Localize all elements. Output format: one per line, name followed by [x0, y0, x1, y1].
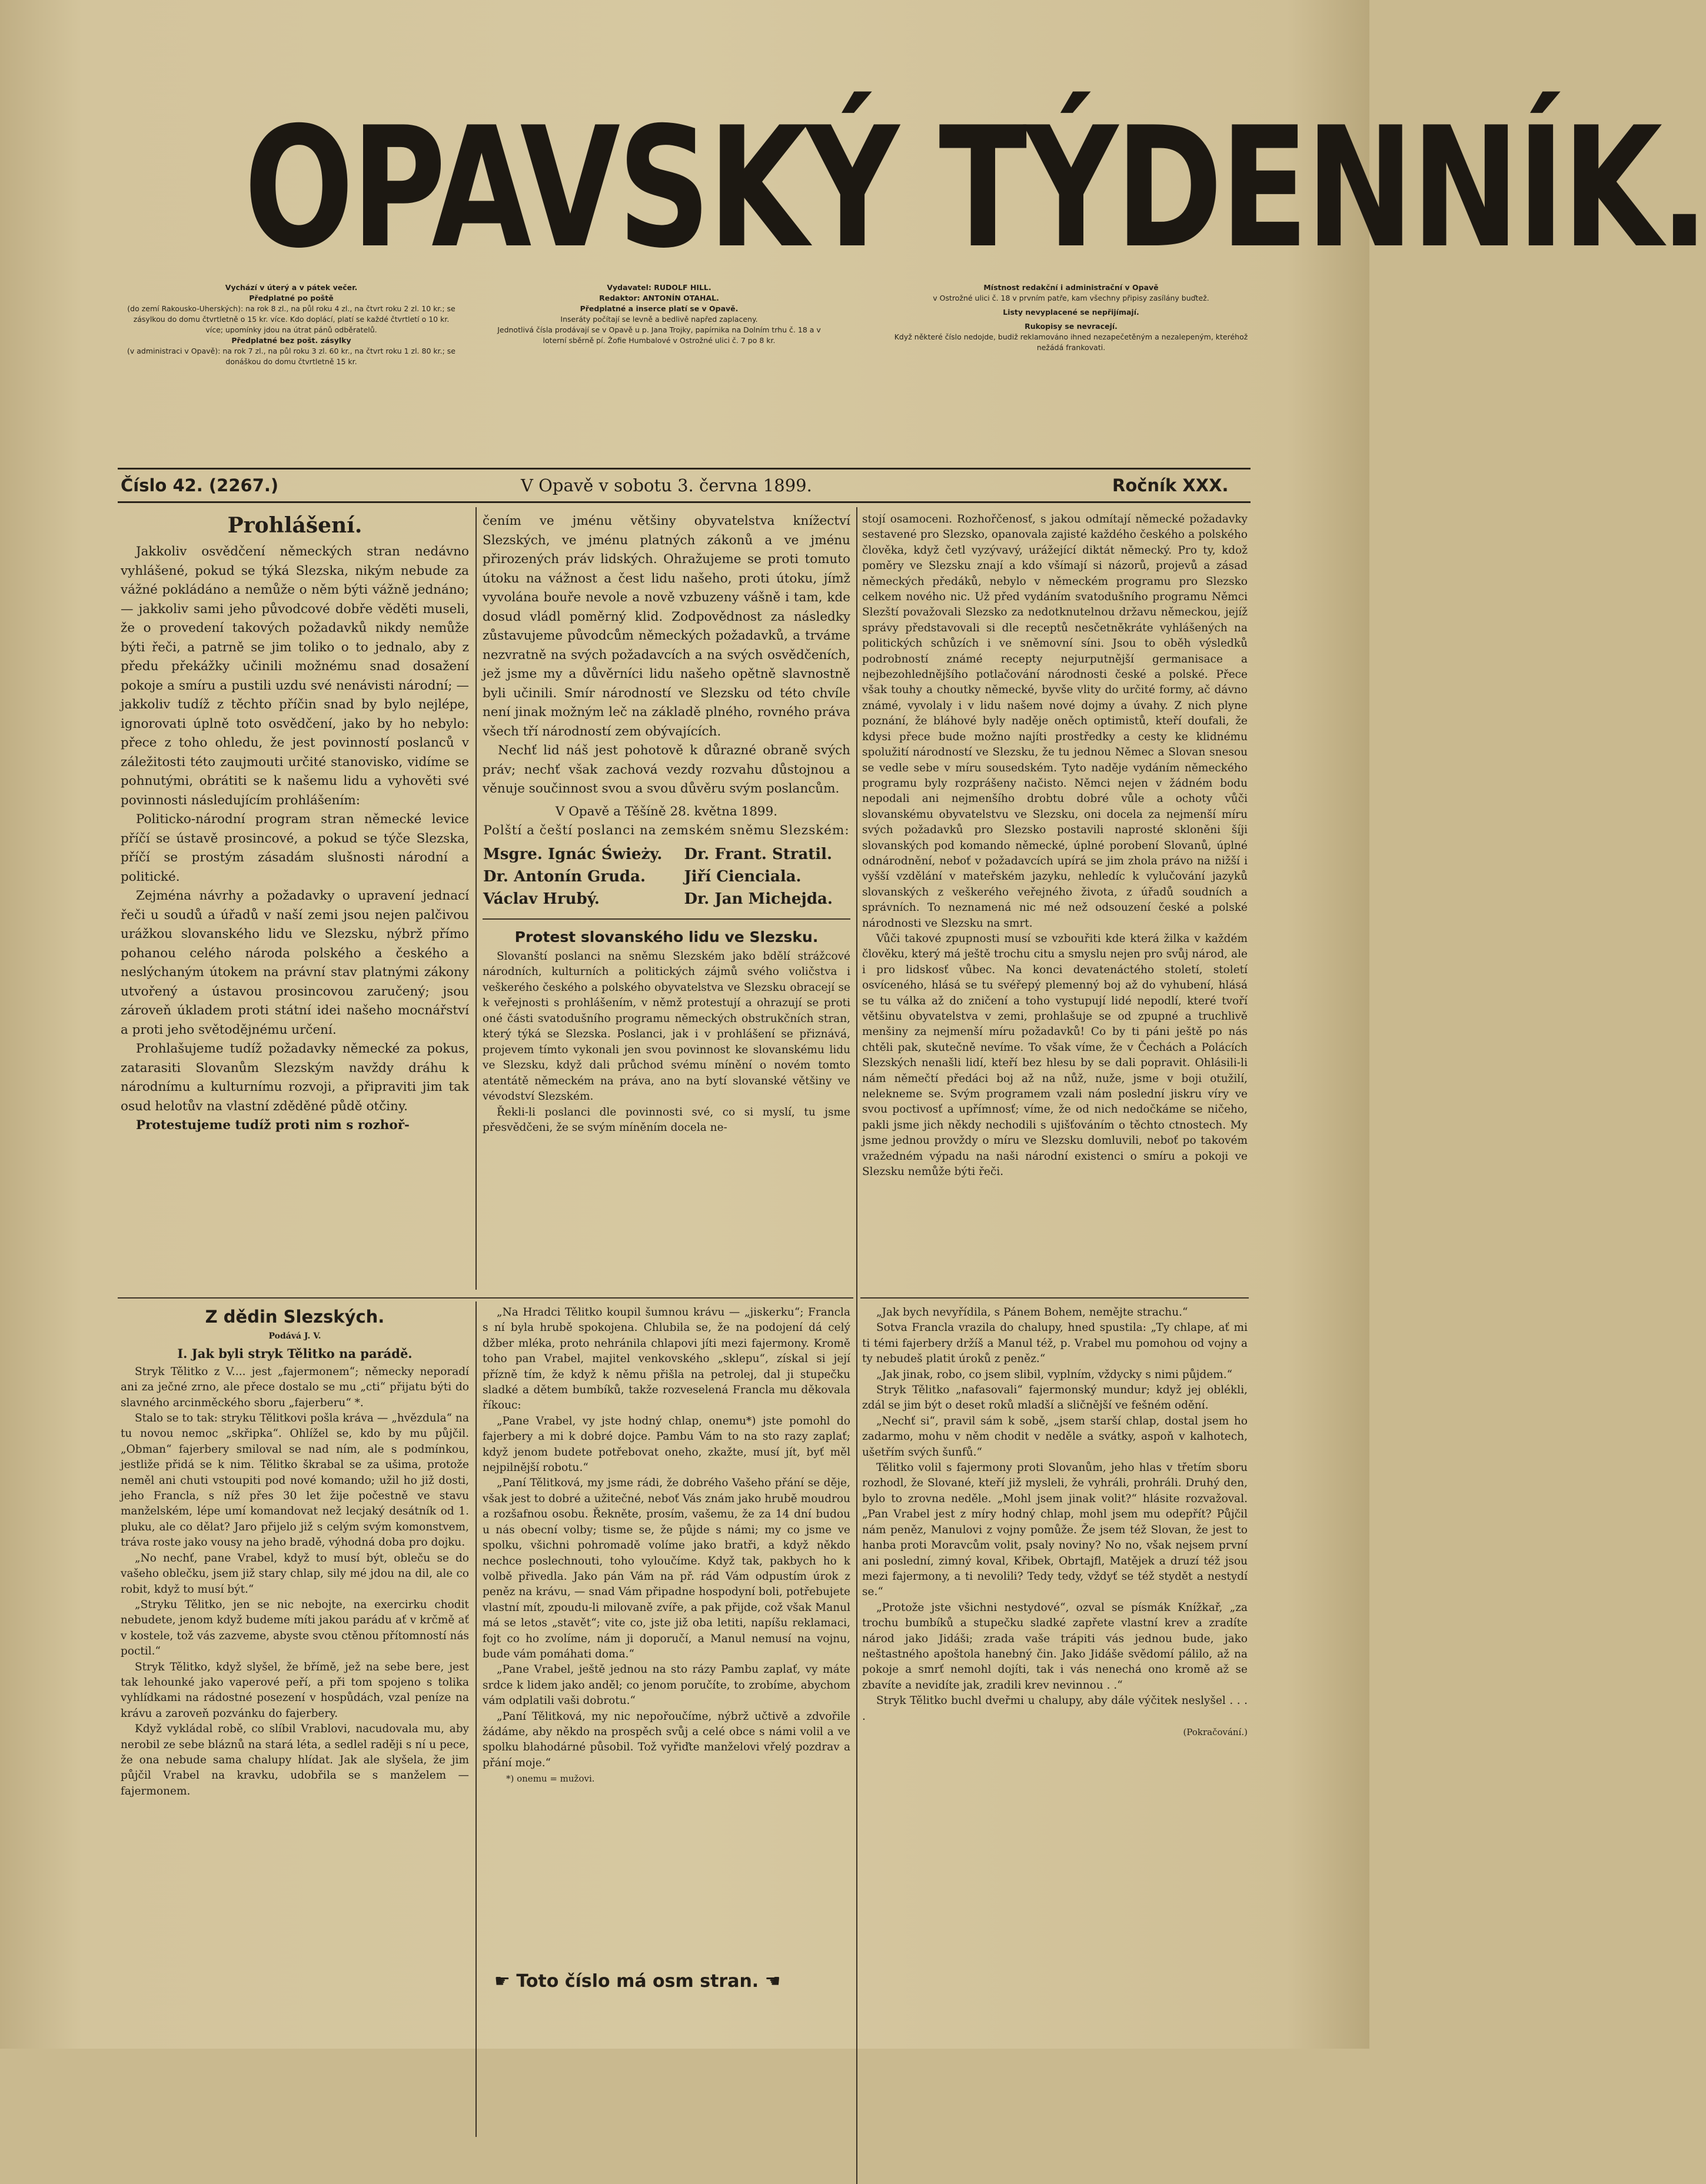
paragraph: Když vykládal robě, co slíbil Vrablovi, nacudovala mu, aby nerobil ze sebe bláznů na stará léta, a sedlel raději s ní u pece, že ona nebude sama chalupy hlídat. Jak ale slyšela, že jim půjčil Vrabel na kravku, udobřila se s manželem — fajermonem. — [121, 1723, 469, 1797]
paragraph: Stalo se to tak: stryku Tělitkovi pošla kráva — „hvězdula“ na tu novou nemoc „skřipka“. Ohlížel se, kdo by mu půjčil. „Obman“ fajerbery smiloval se nad ním, ale s podmínkou, jestliže přidá se k nim. Tělitko škrabal se za ušima, protože neměl ani chuti vstoupiti pod nové komando; užil ho již dosti, jeho Francla, s níž přes 30 let žije počestně ve stavu manželském, lépe umí komandovat než lecjaký desátník od 1. pluku, ale co dělat? Jaro přijelo již s celým svým komonstvem, tráva roste jako vousy na jeho bradě, výhodná doba pro dojku. — [121, 1412, 469, 1549]
subscription-local-text: (v administraci v Opavě): na rok 7 zl., na půl roku 3 zl. 60 kr., na čtvrt roku 1 zl. 80 kr.; se donáškou do domu čtvrtletně 15 kr. — [127, 347, 455, 366]
paragraph: „Jak jinak, robo, co jsem slibil, vyplním, vždycky s nimi půjdem.“ — [876, 1368, 1233, 1381]
paragraph: Nechť lid náš jest pohotově k důrazné obraně svých práv; nechť však zachová vezdy rozvahu důstojnou a věnuje součinnost svou a svou důvěru svým poslancům. — [483, 743, 850, 796]
article-title-protest: Protest slovanského lidu ve Slezsku. — [514, 928, 819, 945]
issue-number: Číslo 42. (2267.) — [121, 475, 279, 495]
header-left-block — [127, 282, 456, 367]
paragraph: Tělitko volil s fajermony proti Slovanům, jeho hlas v třetím sboru rozhodl, že Slované, kteří již mysleli, že vyhráli, prohráli. Druhý den, bylo to zrovna neděle. „Mohl jsem jinak volit?“ hlásite rozvažoval. „Pan Vrabel jest z míry hodný chlap, mohl jsem mu odepřít? Půjčil nám peněz, Manulovi z vojny pomůže. Že jsem též Slovan, že jest to hanba proti Moravcům volit, psaly noviny? No no, však nejsem první ani poslední, zimný koval, Křibek, Obrtajfl, Matějek a druzí též jsou mezi fajermony, a ti nevolili? Tedy tedy, vždyť se též stydět a nestydí se.“ — [862, 1461, 1248, 1599]
paragraph: Vůči takové zpupnosti musí se vzbouřiti kde která žilka v každém člověku, který má ještě trochu citu a smyslu nejen pro svůj národ, ale i pro lidskosť vůbec. Na konci devatenáctého století, století osvíceného, hlásá se tu svéřepý plemenný boj až do vyhubení, hlásá se tu válka až do zničení a toho vystupují lidé nepodlí, které tvoří většinu obyvatelstva v zemi, prohlašuje se od zpupné a truchlivě menšiny za nejmenší míru požadavků! Co by ti páni ještě po nás chtěli pak, skutečně nevíme. To však víme, že v Čechách a Polácích Slezských nenašli lidí, kteří bez hlesu by se dali popravit. Ohlásili-li nám němečtí předáci boj až na nůž, nuže, jsme v boji otužilí, nelekneme se. Svým programem vzali nám poslední jiskru víry ve svou poctivosť a upřímnosť; víme, že od nich nedočkáme se ničeho, pakli jsme jich někdy nechodili s ujišťováním o těchto ctnostech. My jsme jednou provždy o míru ve Slezsku domluvili, neboť po takovém vražedném výpadu na naši národní existenci o smíru a pokoji ve Slezsku nemůže býti řeči. — [862, 932, 1248, 1178]
column-2 — [483, 512, 850, 1136]
paragraph: „Protože jste všichni nestydové“, ozval se písmák Knížkař, „za trochu bumbíků a stupečku sladké zapřete vlastní krev a zradíte národ jako Jidáši; zrada vaše trápiti vás jednou bude, jako neštastného apoštola hanebný čin. Jako Jidáše svědomí pálilo, až na pokoje a smrť nemohl dojíti, tak i vás nenechá ono kromě až se zbavíte a nevidíte jak, zradili krev nevinnou . .“ — [862, 1601, 1248, 1692]
story-author: Podává J. V. — [268, 1331, 321, 1341]
paragraph: „No nechť, pane Vrabel, když to musí být, obleču se do vašeho oblečku, jsem již stary chlap, sily mé jdou na dil, ale co robit, když to musí být.“ — [121, 1552, 469, 1596]
paragraph: Stryk Tělitko „nafasovali“ fajermonský mundur; když jej oblékli, zdál se jim být o deset roků mladší a sličnější ve fešném odění. — [862, 1384, 1248, 1412]
subscription-local-head: Předplatné bez pošt. zásylky — [231, 336, 351, 345]
footer-note — [494, 1971, 781, 1992]
paragraph: „Paní Tělitková, my jsme rádi, že dobrého Vašeho přání se děje, však jest to dobré a užitečné, neboť Vás znám jako hrubě moudrou a rozšafnou osobu. Řekněte, prosím, vašemu, že za 14 dní budou u nás obecní volby; tisme se, že půjde s námi; my co jsme ve spolku, všichni pohromadě volíme jako bratři, a když někdo nechce poslechnouti, toho vyloučíme. Když tak, pakbych ho k volbě přivedla. Jako pán Vám na př. rád Vám odpustím úrok z peněz na krávu, — snad Vám připadne hospodyní boli, potřebujete vlastní mít, zpoudu-li milovaně zvíře, a pak přijde, což však Manul má se letos „stavět“; vite co, jste již oba letiti, napíšu reklamaci, fojt co ho zvolíme, nám ji doporučí, a Manul nemusí na vojnu, bude vám pomáhati doma.“ — [483, 1477, 850, 1660]
paragraph: stojí osamoceni. Rozhořčenosť, s jakou odmítají německé požadavky sestavené pro Slezsko, opanovala zajisté každého českého a polského člověka, když četl vyzývavý, urážející diktát německý. Pro ty, kdož poměry ve Slezsku znají a kdo všímají si názorů, projevů a zásad německých předáků, nebylo v německém programu pro Slezsko celkem nového nic. Už před vydáním svatodušního programu Němci Slezští považovali Slezsko za nedotknutelnou državu německou, jejíž správy představovali si dle receptů nesčetněkráte vyhlášených na politických schůzích i ve sněmovní síni. Jsou to oběh výsledků podrobností známé recepty nejurputnější germanisace a nejbezohlednějšího potlačování národnosti české a polské. Přece však touhy a choutky německé, byvše vlity do určité formy, ač dávno známé, vyvolaly i v lidu našem nové dojmy a úvahy. Z nich plyne poznání, že bláhové byly naděje oněch optimistů, kteří doufali, že kdysi přece bude možno najíti prostředky a cesty ke klidnému spolužití národností ve Slezsku, že tu jednou Němec a Slovan snesou se vedle sebe v míru sousedském. Tyto naděje vydáním německého programu byly rozprášeny načisto. Němci nejen v žádném bodu nepodali ani nejmenšího drobtu dobré vůle a ochoty vůči slovanskému obyvatelstvu ve Slezsku, oni docela za nejmenší míru svých požadavků pro Slezsko postavili naprosté skloněni šíji slovanských pod komando německé, úplné porobení Slovanů, úplné odnárodnění, neboť v požadavcích upírá se jim zhola právo na nižší i vyšší vzdělání v mateřském jazyku, nehledíc k vylučování jazyků slovanských z veškerého veřejného života, z úřadů soudních a správních. To neznamená nic mé než odsouzení české a polské národnosti ve Slezsku na smrt. — [862, 513, 1248, 930]
paragraph: Stryk Tělitko buchl dveřmi u chalupy, aby dále výčitek neslyšel . . . . — [862, 1694, 1248, 1723]
paragraph: Stryk Tělitko, když slyšel, že břímě, jež na sebe bere, jest tak lehounké jako vaperové peří, a při tom spojeno s tolika vyhlídkami na rádostné posezení v hospůdách, vzal peníze na krávu a zaroveň pozvánku do fajerbery. — [121, 1660, 469, 1720]
column-1 — [121, 512, 469, 1136]
reclamation-note: Když některé číslo nedojde, budiž reklamováno ihned nezapečetěným a nezalepeným, kteréhož nežádá frankovati. — [894, 332, 1248, 352]
dateline: V Opavě a Těšíně 28. května 1899. — [555, 804, 778, 819]
paragraph: Slovanští poslanci na sněmu Slezském jako bdělí strážcové národních, kulturních a politických zájmů svého voličstva i veškerého českého a polského obyvatelstva ve Slezsku obracejí se k veřejnosti s prohlášením, v němž protestují a ohrazují se proti oné části svatodušního programu německých obstrukčních stran, který týká se Slezska. Poslanci, jak i v prohlášení se přiznává, projevem tímto vykonali jen svou povinnost ke slovanskému lidu ve Slezsku, když dali průchod svému mínění o novém tomto atentátě německém na práva, ano na bytí slovanské většiny ve vévodství Slezském. — [483, 950, 850, 1103]
office-head: Místnost redakční i administrační v Opavě — [983, 283, 1159, 292]
column-3 — [862, 512, 1248, 1180]
column-divider-story — [475, 1301, 477, 2137]
signer: Václav Hrubý. — [483, 890, 600, 908]
column-divider-1 — [475, 507, 477, 1290]
paragraph: Řekli-li poslanci dle povinnosti své, co si myslí, tu jsme přesvědčeni, že se svým míněním docela ne- — [483, 1106, 850, 1134]
paragraph: „Na Hradci Tělitko koupil šumnou krávu — „jiskerku“; Francla s ní byla hrubě spokojena. Chlubila se, že na podojení dá celý džber mléka, proto nehránila chlapovi jíti mezi fajermony. Kromě toho pan Vrabel, majitel venkovského „sklepu“, získal si její přízně tím, že když k němu přišla na petrolej, dal ji stupečku sladké a dětem bumbíků, takže rozveselená Francla mu děkovala říkouc: — [483, 1306, 850, 1412]
signer: Dr. Antonín Gruda. — [483, 867, 646, 885]
footer-text: Toto číslo má osm stran. — [516, 1971, 759, 1992]
story-column-3 — [862, 1305, 1248, 1740]
masthead-title: OPAVSKÝ TÝDENNÍK. — [244, 91, 1706, 285]
manuscripts-note: Rukopisy se nevracejí. — [1025, 322, 1118, 331]
paragraph: Jakkoliv osvědčení německých stran nedávno vyhlášené, pokud se týká Slezska, nikým nebude za vážné pokládáno a nemůže o něm býti vážně jednáno; — jakkoliv sami jeho původcové dobře věděti museli, že o provedení takových požadavků nikdy nemůže býti řeči, a patrně se jim toliko o to jednalo, aby z předu překážky učinili možnému snad dosažení pokoje a smíru a pustili uzdu své nenávisti národní; — jakkoliv tudíž z těchto příčin snad by bylo nejlépe, ignorovati úplně toto osvědčení, jako by ho nebylo: přece z toho ohledu, že jest povinností poslanců v záležitosti této zaujmouti určité stanovisko, vidíme se pohnutými, obrátiti se k našemu lidu a vyhověti své povinnosti následujícím prohlášením: — [121, 544, 469, 808]
continued-note: (Pokračování.) — [1183, 1726, 1248, 1737]
paragraph: „Stryku Tělitko, jen se nic nebojte, na exercirku chodit nebudete, jenom když budeme míti jakou parádu ať v krčmě ať v kostele, tož vás zazveme, abyste svou ctěnou přítomností nás poctil.“ — [121, 1598, 469, 1658]
advert-note: Inseráty počítají se levně a bedlivě napřed zaplaceny. — [560, 315, 758, 324]
pointing-hand-icon: ☚ — [759, 1971, 781, 1992]
publishing-days: Vychází v úterý a v pátek večer. — [225, 283, 358, 292]
paragraph: Sotva Francla vrazila do chalupy, hned spustila: „Ty chlape, ať mi ti témi fajerbery držíš a Manul též, p. Vrabel mu pomohou od vojny a ty nebudeš platit úroků z peněz.“ — [862, 1321, 1248, 1366]
rule-bottom — [118, 501, 1251, 503]
paragraph: „Pane Vrabel, ještě jednou na sto rázy Pambu zaplať, vy máte srdce k lidem jako anděl; co jenom poručíte, to zrobíme, abychom vám odplatili vaši dobrotu.“ — [483, 1663, 850, 1707]
article-title-prohlaseni: Prohlášení. — [227, 513, 363, 538]
paragraph: Stryk Tělitko z V.... jest „fajermonem“; německy neporadí ani za ječné zrno, ale přece dostalo se mu „cti“ přijatu býti do slavného arcinměckého sboru „fajerberu“ *. — [121, 1365, 469, 1409]
subscription-post-head: Předplatné po poště — [249, 294, 334, 302]
paragraph: Prohlašujeme tudíž požadavky německé za pokus, zatarasiti Slovanům Slezským navždy dráhu k národnímu a kulturnímu rozvoji, a připraviti jim tak osud helotův na vlastní zděděné půdě otčiny. — [121, 1041, 469, 1114]
rule-top — [118, 468, 1251, 470]
issue-date: V Opavě v sobotu 3. června 1899. — [521, 475, 812, 495]
signer: Dr. Jan Michejda. — [684, 890, 833, 908]
payment-note: Předplatné a inserce platí se v Opavě. — [580, 304, 739, 313]
signer: Dr. Frant. Stratil. — [684, 845, 833, 863]
paragraph: Protestujeme tudíž proti nim s rozhoř- — [136, 1118, 410, 1133]
signer: Jiří Cienciala. — [684, 867, 802, 885]
subscription-post-text: (do zemí Rakousko-Uherských): na rok 8 zl., na půl roku 4 zl., na čtvrt roku 2 zl. 10 kr.; se zásylkou do domu čtvrtletně o 15 kr. více. Kdo doplácí, platí se každé čtvrtletí o 10 kr. více; upomínky jdou na útrat pánů odběratelů. — [127, 304, 455, 334]
separator — [483, 918, 850, 920]
paragraph: Zejména návrhy a požadavky o upravení jednací řeči u soudů a úřadů v naší zemi jsou nejen palčivou urážkou slovanského lidu ve Slezsku, nýbrž přímo pohanou celého národa polského a českého a neslýchaným útokem na právní stav platnými zákony utvořený a ústavou prosincovou zaručený; jsou zároveň úkladem proti státní idei našeho mocnářství a proti jeho světodějnému určení. — [121, 888, 469, 1037]
paragraph: „Paní Tělitková, my nic nepořoučíme, nýbrž učtivě a zdvořile žádáme, aby někdo na prospěch svůj a celé obce s námi volil a ve spolku blahodárné působil. Tož vyřiďte manželovi vřelý pozdrav a přání moje.“ — [483, 1710, 850, 1769]
story-chapter: I. Jak byli stryk Tělitko na parádě. — [177, 1346, 413, 1361]
signer: Msgre. Ignác Świeży. — [483, 845, 663, 863]
footnote: *) onemu = mužovi. — [506, 1773, 595, 1785]
protest-body — [483, 949, 850, 1136]
paragraph: Politicko-národní program stran německé levice příčí se ústavě prosincové, a pokud se týče Slezska, příčí se prostým zásadám slušnosti národní a politické. — [121, 812, 469, 884]
paragraph: „Jak bych nevyřídila, s Pánem Bohem, nemějte strachu.“ — [876, 1306, 1188, 1319]
paragraph: „Pane Vrabel, vy jste hodný chlap, onemu*) jste pomohl do fajerbery a mi k dobré dojce. Pambu Vám to na sto razy zaplať; když jenom budete potřebovat oneho, zkažte, musí jít, byť měl nejpilnější robotu.“ — [483, 1414, 850, 1474]
pointing-hand-icon: ☛ — [494, 1971, 517, 1992]
issue-volume: Ročník XXX. — [1112, 475, 1229, 495]
editor: Redaktor: ANTONÍN OTAHAL. — [599, 294, 719, 302]
header-right-block — [883, 282, 1259, 353]
paragraph: čením ve jménu většiny obyvatelstva knížectví Slezských, ve jménu platných zákonů a ve jménu přirozených práv lidských. Ohražujeme se proti tomuto útoku na vážnost a čest lidu našeho, proti útoku, jímž vyvolána bouře nevole a nově vzbuzeny vášně i tam, kde dosud vládl poměrný klid. Zodpovědnost za následky zůstavujeme původcům německých požadavků, a trváme nezvratně na svých požadavcích a na svých osvědčeních, jež jsme my a důvěrníci lidu našeho opětně slavnostně byli učinili. Smír národností ve Slezsku od této chvíle není jinak možným leč na základě plného, rovného práva všech tří národností zem obývajících. — [483, 514, 850, 739]
office-address: v Ostrožné ulici č. 18 v prvním patře, kam všechny připisy zasílány buďtež. — [933, 294, 1209, 302]
letters-note: Listy nevyplacené se nepřijímají. — [1003, 308, 1139, 317]
story-title: Z dědin Slezských. — [205, 1307, 385, 1327]
signers-heading: Polští a čeští poslanci na zemském sněmu Slezském: — [483, 823, 850, 838]
story-column-2 — [483, 1305, 850, 1787]
signers-table — [483, 843, 850, 910]
column-divider-2 — [856, 507, 857, 2184]
section-rule-right — [860, 1297, 1249, 1299]
sales-note: Jednotlivá čísla prodávají se v Opavě u p. Jana Trojky, papírnika na Dolním trhu č. 18 a v loterní sběrně pí. Žofie Humbalové v Ostrožné ulici č. 7 po 8 kr. — [497, 325, 821, 345]
publisher: Vydavatel: RUDOLF HILL. — [607, 283, 711, 292]
paragraph: „Nechť si“, pravil sám k sobě, „jsem starší chlap, dostal jsem ho zadarmo, mohu v něm chodit v neděle a svátky, aspoň v kalhotech, ušetřím svých šunfů.“ — [862, 1414, 1248, 1459]
section-rule — [118, 1297, 853, 1299]
header-middle-block — [488, 282, 830, 346]
story-column-1 — [121, 1305, 469, 1799]
